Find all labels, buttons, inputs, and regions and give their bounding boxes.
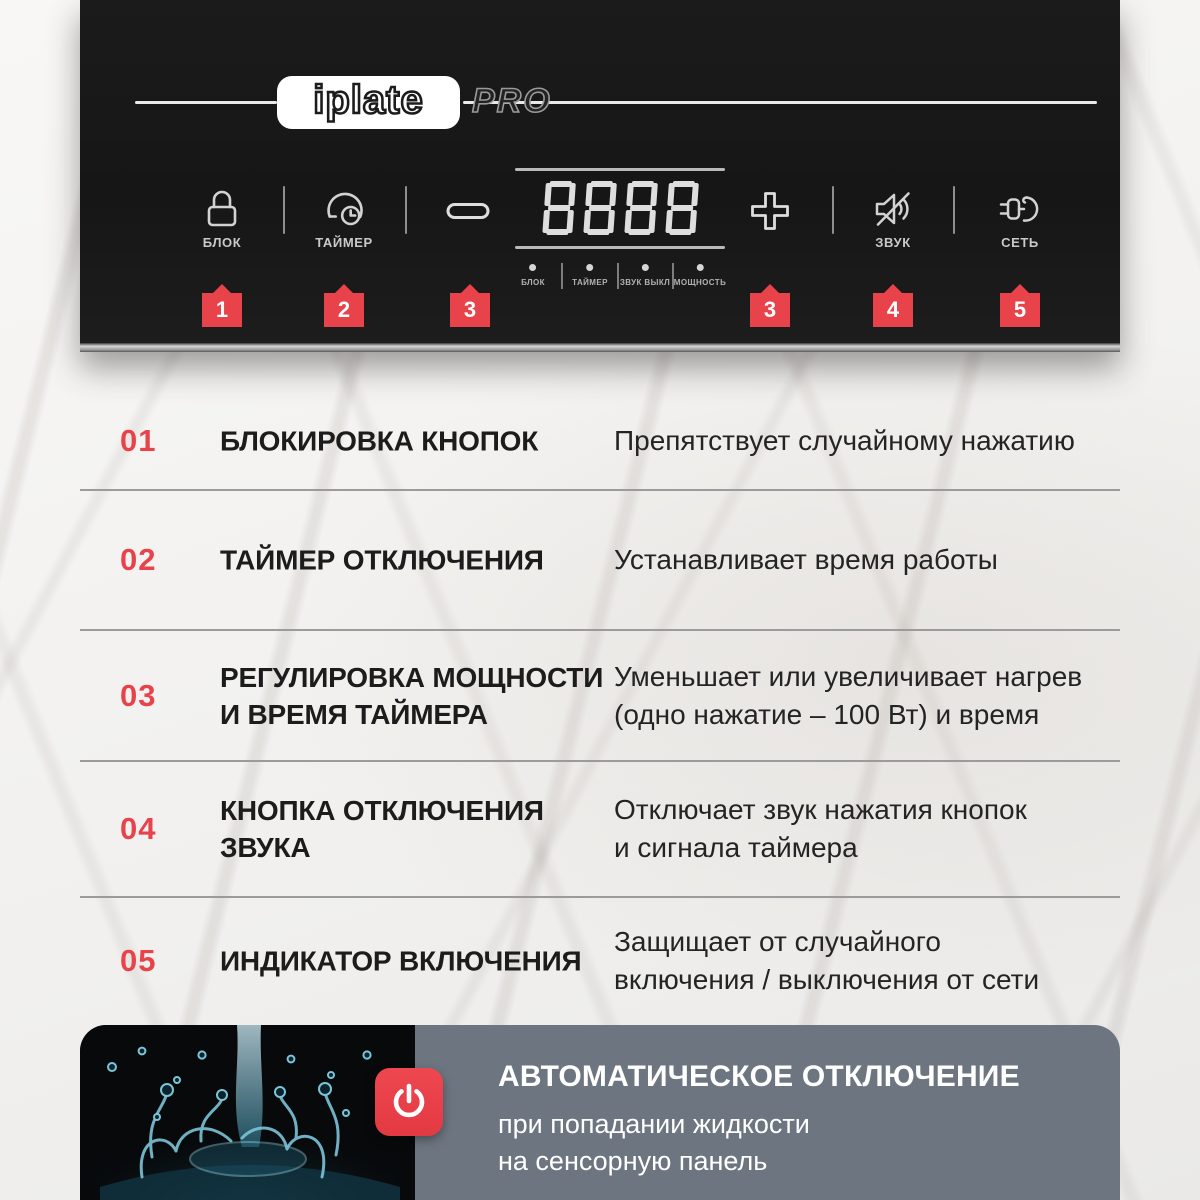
feature-title-line: ТАЙМЕР ОТКЛЮЧЕНИЯ — [220, 544, 544, 576]
badge-number: 3 — [750, 293, 790, 327]
indicator-dot — [697, 264, 704, 271]
feature-row-01 — [80, 392, 1120, 490]
minus-button[interactable] — [445, 202, 491, 220]
feature-desc-line: включения / выключения от сети — [614, 964, 1040, 995]
plug-icon — [997, 186, 1043, 232]
feature-desc-line: Устанавливает время работы — [614, 544, 998, 575]
indicator-dot — [642, 264, 649, 271]
seven-segment-display — [542, 180, 702, 236]
indicator-label: МОЩНОСТЬ — [673, 278, 727, 287]
indicator-label: ЗВУК ВЫКЛ — [619, 278, 671, 287]
power-icon — [389, 1082, 429, 1122]
callout-badge-3a — [450, 284, 490, 327]
timer-button[interactable] — [315, 186, 373, 250]
feature-number: 03 — [120, 677, 157, 713]
separator — [405, 186, 407, 234]
indicator-separator — [561, 263, 563, 289]
lock-button-label: БЛОК — [202, 235, 242, 250]
minus-icon — [445, 202, 491, 220]
feature-description — [614, 658, 1114, 734]
callout-badge-5 — [1000, 284, 1040, 327]
lock-button[interactable] — [199, 186, 245, 250]
logo-rule-left — [135, 101, 277, 104]
feature-title-line: ИНДИКАТОР ВКЛЮЧЕНИЯ — [220, 945, 582, 977]
feature-description — [614, 422, 1114, 460]
brand-text: iplate — [313, 78, 424, 122]
badge-number: 5 — [1000, 293, 1040, 327]
feature-title-line: ЗВУКА — [220, 832, 311, 863]
logo-rule-right — [463, 101, 1097, 104]
feature-number: 04 — [120, 811, 157, 846]
plus-icon — [747, 188, 793, 234]
badge-number: 4 — [873, 293, 913, 327]
separator — [953, 186, 955, 234]
banner-title: АВТОМАТИЧЕСКОЕ ОТКЛЮЧЕНИЕ — [498, 1060, 1020, 1093]
feature-title — [220, 542, 615, 579]
callout-badge-2 — [324, 284, 364, 327]
cooktop-control-panel — [80, 0, 1120, 352]
feature-desc-line: Защищает от случайного — [614, 926, 941, 957]
indicator-label: БЛОК — [521, 278, 545, 287]
mute-speaker-icon — [870, 186, 916, 232]
indicator-sound-off — [620, 264, 670, 287]
callout-badge-1 — [202, 284, 242, 327]
pro-logo-text: PRO — [472, 82, 552, 120]
feature-row-03 — [80, 630, 1120, 761]
water-splash-image — [80, 1025, 415, 1200]
feature-desc-line: Отключает звук нажатия кнопок — [614, 794, 1027, 825]
feature-description — [614, 541, 1114, 579]
sound-button-label: ЗВУК — [875, 235, 911, 250]
callout-badge-3b — [750, 284, 790, 327]
auto-shutoff-banner — [80, 1025, 1120, 1200]
feature-title — [220, 792, 615, 866]
indicator-dot — [530, 264, 537, 271]
separator — [283, 186, 285, 234]
indicator-separator — [617, 263, 619, 289]
badge-number: 1 — [202, 293, 242, 327]
feature-title-line: РЕГУЛИРОВКА МОЩНОСТИ — [220, 661, 604, 693]
indicator-lock — [521, 264, 545, 287]
indicator-dot — [587, 264, 594, 271]
badge-number: 3 — [450, 293, 490, 327]
mains-button-label: СЕТЬ — [1001, 235, 1039, 250]
feature-title — [220, 943, 615, 980]
banner-text — [498, 1058, 1020, 1180]
lock-icon — [199, 186, 245, 232]
feature-row-02 — [80, 490, 1120, 630]
plus-button[interactable] — [747, 188, 793, 234]
feature-number: 01 — [120, 423, 157, 458]
banner-line-2: на сенсорную панель — [498, 1146, 768, 1176]
feature-number: 02 — [120, 542, 157, 577]
feature-description — [614, 791, 1114, 867]
cooktop-front-edge — [80, 343, 1120, 352]
feature-number: 05 — [120, 943, 157, 978]
display-rule-bottom — [515, 246, 725, 249]
display-rule-top — [515, 168, 725, 171]
iplate-logo — [277, 76, 460, 129]
feature-title — [220, 659, 615, 733]
feature-desc-line: Уменьшает или увеличивает нагрев — [614, 660, 1083, 692]
indicator-power — [674, 264, 726, 287]
separator — [832, 186, 834, 234]
callout-badge-4 — [873, 284, 913, 327]
indicator-label: ТАЙМЕР — [572, 278, 608, 287]
feature-title — [220, 423, 615, 460]
feature-description — [614, 923, 1114, 999]
indicator-timer — [572, 264, 608, 287]
feature-desc-line: и сигнала таймера — [614, 832, 858, 863]
feature-desc-line: Препятствует случайному нажатию — [614, 425, 1075, 456]
sound-button[interactable] — [870, 186, 916, 250]
timer-button-label: ТАЙМЕР — [315, 235, 373, 250]
feature-title-line: БЛОКИРОВКА КНОПОК — [220, 425, 539, 457]
feature-title-line: И ВРЕМЯ ТАЙМЕРА — [220, 698, 488, 730]
power-icon-badge — [375, 1068, 443, 1136]
feature-desc-line: (одно нажатие – 100 Вт) и время — [614, 698, 1040, 730]
badge-number: 2 — [324, 293, 364, 327]
feature-row-05 — [80, 897, 1120, 1025]
timer-icon — [321, 186, 367, 232]
mains-button[interactable] — [997, 186, 1043, 250]
banner-line-1: при попадании жидкости — [498, 1109, 810, 1139]
feature-row-04 — [80, 761, 1120, 897]
feature-title-line: КНОПКА ОТКЛЮЧЕНИЯ — [220, 795, 544, 826]
